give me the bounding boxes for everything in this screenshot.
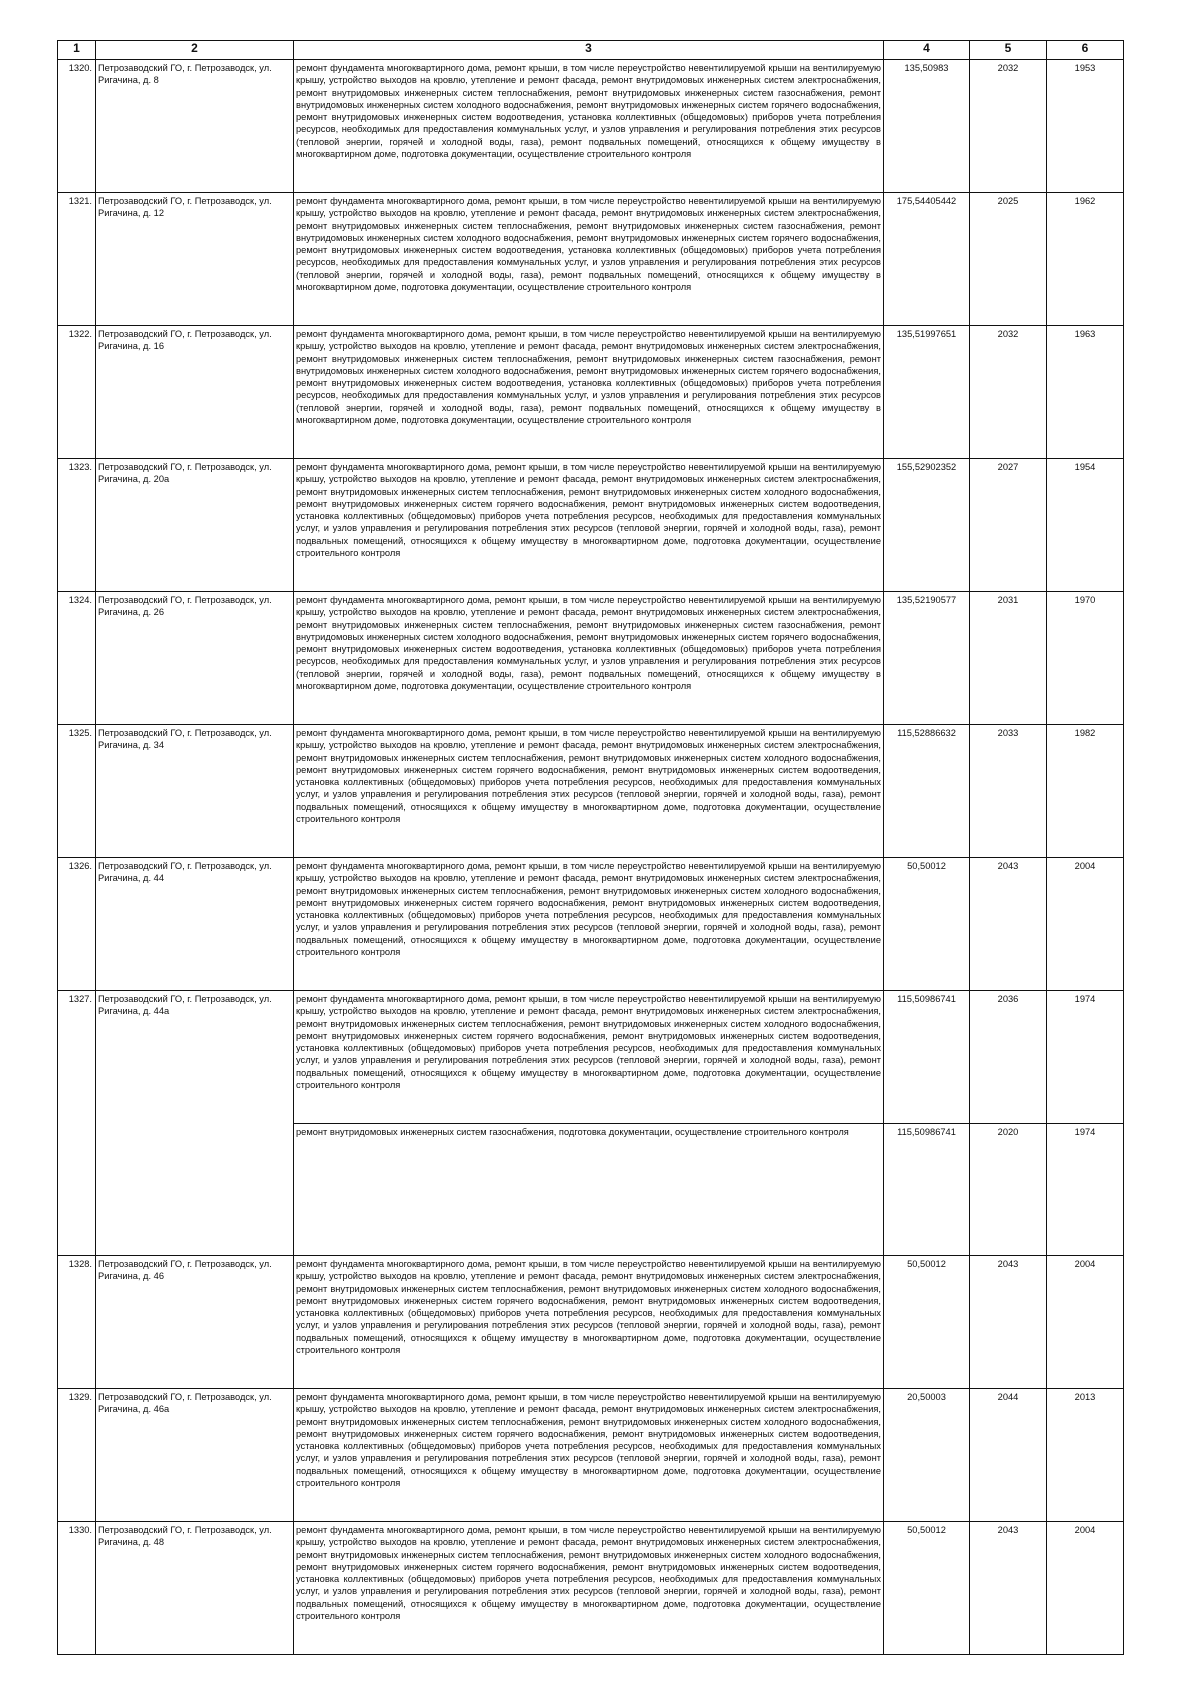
- year-cell: 2027: [970, 459, 1047, 592]
- table-row: [58, 1389, 1124, 1522]
- works-cell: ремонт фундамента многоквартирного дома, ремонт крыши, в том числе переустройство невентилируемой крыши на вентилируемую крышу, устройство выходов на кровлю, утепление и ремонт фасада, ремонт внутридомовых инженерных систем электроснабжения, ремонт внутридомовых инженерных систем теплоснабжения, ремонт внутридомовых инженерных систем газоснабжения, ремонт внутридомовых инженерных систем холодного водоснабжения, ремонт внутридомовых инженерных систем горячего водоснабжения, ремонт внутридомовых инженерных систем водоотведения, установка коллективных (общедомовых) приборов учета потребления ресурсов, необходимых для предоставления коммунальных услуг, и узлов управления и регулирования потребления этих ресурсов (тепловой энергии, горячей и холодной воды, газа), ремонт подвальных помещений, относящихся к общему имуществу в многоквартирном доме, подготовка документации, осуществление строительного контроля: [294, 60, 884, 193]
- built-year-cell: 1953: [1047, 60, 1124, 193]
- row-number: 1324.: [58, 592, 96, 725]
- cost-cell: 175,54405442: [884, 193, 970, 326]
- table-row: [58, 858, 1124, 991]
- built-year-cell: 2004: [1047, 858, 1124, 991]
- year-cell: 2033: [970, 725, 1047, 858]
- row-number: 1320.: [58, 60, 96, 193]
- built-year-cell: 2004: [1047, 1256, 1124, 1389]
- cost-cell: 115,50986741: [884, 1124, 970, 1256]
- year-cell: 2043: [970, 1522, 1047, 1655]
- table-row: [58, 1522, 1124, 1655]
- works-cell: ремонт фундамента многоквартирного дома, ремонт крыши, в том числе переустройство невентилируемой крыши на вентилируемую крышу, устройство выходов на кровлю, утепление и ремонт фасада, ремонт внутридомовых инженерных систем электроснабжения, ремонт внутридомовых инженерных систем теплоснабжения, ремонт внутридомовых инженерных систем холодного водоснабжения, ремонт внутридомовых инженерных систем горячего водоснабжения, ремонт внутридомовых инженерных систем водоотведения, установка коллективных (общедомовых) приборов учета потребления ресурсов, необходимых для предоставления коммунальных услуг, и узлов управления и регулирования потребления этих ресурсов (тепловой энергии, горячей и холодной воды, газа), ремонт подвальных помещений, относящихся к общему имуществу в многоквартирном доме, подготовка документации, осуществление строительного контроля: [294, 1256, 884, 1389]
- address-cell: Петрозаводский ГО, г. Петрозаводск, ул. Ригачина, д. 26: [96, 592, 294, 725]
- cost-cell: 135,52190577: [884, 592, 970, 725]
- table-row: [58, 193, 1124, 326]
- cost-cell: 135,51997651: [884, 326, 970, 459]
- row-number: 1323.: [58, 459, 96, 592]
- year-cell: 2031: [970, 592, 1047, 725]
- works-cell: ремонт фундамента многоквартирного дома, ремонт крыши, в том числе переустройство невентилируемой крыши на вентилируемую крышу, устройство выходов на кровлю, утепление и ремонт фасада, ремонт внутридомовых инженерных систем электроснабжения, ремонт внутридомовых инженерных систем теплоснабжения, ремонт внутридомовых инженерных систем газоснабжения, ремонт внутридомовых инженерных систем холодного водоснабжения, ремонт внутридомовых инженерных систем горячего водоснабжения, ремонт внутридомовых инженерных систем водоотведения, установка коллективных (общедомовых) приборов учета потребления ресурсов, необходимых для предоставления коммунальных услуг, и узлов управления и регулирования потребления этих ресурсов (тепловой энергии, горячей и холодной воды, газа), ремонт подвальных помещений, относящихся к общему имуществу в многоквартирном доме, подготовка документации, осуществление строительного контроля: [294, 193, 884, 326]
- works-cell: ремонт фундамента многоквартирного дома, ремонт крыши, в том числе переустройство невентилируемой крыши на вентилируемую крышу, устройство выходов на кровлю, утепление и ремонт фасада, ремонт внутридомовых инженерных систем электроснабжения, ремонт внутридомовых инженерных систем теплоснабжения, ремонт внутридомовых инженерных систем холодного водоснабжения, ремонт внутридомовых инженерных систем горячего водоснабжения, ремонт внутридомовых инженерных систем водоотведения, установка коллективных (общедомовых) приборов учета потребления ресурсов, необходимых для предоставления коммунальных услуг, и узлов управления и регулирования потребления этих ресурсов (тепловой энергии, горячей и холодной воды, газа), ремонт подвальных помещений, относящихся к общему имуществу в многоквартирном доме, подготовка документации, осуществление строительного контроля: [294, 991, 884, 1124]
- column-header: 6: [1047, 41, 1124, 60]
- built-year-cell: 1962: [1047, 193, 1124, 326]
- address-cell: Петрозаводский ГО, г. Петрозаводск, ул. Ригачина, д. 44а: [96, 991, 294, 1256]
- year-cell: 2032: [970, 326, 1047, 459]
- works-cell: ремонт фундамента многоквартирного дома, ремонт крыши, в том числе переустройство невентилируемой крыши на вентилируемую крышу, устройство выходов на кровлю, утепление и ремонт фасада, ремонт внутридомовых инженерных систем электроснабжения, ремонт внутридомовых инженерных систем теплоснабжения, ремонт внутридомовых инженерных систем холодного водоснабжения, ремонт внутридомовых инженерных систем горячего водоснабжения, ремонт внутридомовых инженерных систем водоотведения, установка коллективных (общедомовых) приборов учета потребления ресурсов, необходимых для предоставления коммунальных услуг, и узлов управления и регулирования потребления этих ресурсов (тепловой энергии, горячей и холодной воды, газа), ремонт подвальных помещений, относящихся к общему имуществу в многоквартирном доме, подготовка документации, осуществление строительного контроля: [294, 1522, 884, 1655]
- row-number: 1321.: [58, 193, 96, 326]
- column-header: 1: [58, 41, 96, 60]
- year-cell: 2044: [970, 1389, 1047, 1522]
- built-year-cell: 1974: [1047, 991, 1124, 1124]
- year-cell: 2032: [970, 60, 1047, 193]
- works-cell: ремонт фундамента многоквартирного дома, ремонт крыши, в том числе переустройство невентилируемой крыши на вентилируемую крышу, устройство выходов на кровлю, утепление и ремонт фасада, ремонт внутридомовых инженерных систем электроснабжения, ремонт внутридомовых инженерных систем теплоснабжения, ремонт внутридомовых инженерных систем холодного водоснабжения, ремонт внутридомовых инженерных систем горячего водоснабжения, ремонт внутридомовых инженерных систем водоотведения, установка коллективных (общедомовых) приборов учета потребления ресурсов, необходимых для предоставления коммунальных услуг, и узлов управления и регулирования потребления этих ресурсов (тепловой энергии, горячей и холодной воды, газа), ремонт подвальных помещений, относящихся к общему имуществу в многоквартирном доме, подготовка документации, осуществление строительного контроля: [294, 1389, 884, 1522]
- cost-cell: 50,50012: [884, 1256, 970, 1389]
- repair-plan-table: [57, 40, 1124, 1655]
- column-header: 2: [96, 41, 294, 60]
- works-cell: ремонт фундамента многоквартирного дома, ремонт крыши, в том числе переустройство невентилируемой крыши на вентилируемую крышу, устройство выходов на кровлю, утепление и ремонт фасада, ремонт внутридомовых инженерных систем электроснабжения, ремонт внутридомовых инженерных систем теплоснабжения, ремонт внутридомовых инженерных систем холодного водоснабжения, ремонт внутридомовых инженерных систем горячего водоснабжения, ремонт внутридомовых инженерных систем водоотведения, установка коллективных (общедомовых) приборов учета потребления ресурсов, необходимых для предоставления коммунальных услуг, и узлов управления и регулирования потребления этих ресурсов (тепловой энергии, горячей и холодной воды, газа), ремонт подвальных помещений, относящихся к общему имуществу в многоквартирном доме, подготовка документации, осуществление строительного контроля: [294, 459, 884, 592]
- cost-cell: 115,52886632: [884, 725, 970, 858]
- row-number: 1325.: [58, 725, 96, 858]
- address-cell: Петрозаводский ГО, г. Петрозаводск, ул. Ригачина, д. 8: [96, 60, 294, 193]
- built-year-cell: 1963: [1047, 326, 1124, 459]
- row-number: 1329.: [58, 1389, 96, 1522]
- built-year-cell: 2013: [1047, 1389, 1124, 1522]
- row-number: 1322.: [58, 326, 96, 459]
- works-cell: ремонт внутридомовых инженерных систем газоснабжения, подготовка документации, осуществление строительного контроля: [294, 1124, 884, 1256]
- built-year-cell: 1974: [1047, 1124, 1124, 1256]
- cost-cell: 115,50986741: [884, 991, 970, 1124]
- year-cell: 2025: [970, 193, 1047, 326]
- works-cell: ремонт фундамента многоквартирного дома, ремонт крыши, в том числе переустройство невентилируемой крыши на вентилируемую крышу, устройство выходов на кровлю, утепление и ремонт фасада, ремонт внутридомовых инженерных систем электроснабжения, ремонт внутридомовых инженерных систем теплоснабжения, ремонт внутридомовых инженерных систем газоснабжения, ремонт внутридомовых инженерных систем холодного водоснабжения, ремонт внутридомовых инженерных систем горячего водоснабжения, ремонт внутридомовых инженерных систем водоотведения, установка коллективных (общедомовых) приборов учета потребления ресурсов, необходимых для предоставления коммунальных услуг, и узлов управления и регулирования потребления этих ресурсов (тепловой энергии, горячей и холодной воды, газа), ремонт подвальных помещений, относящихся к общему имуществу в многоквартирном доме, подготовка документации, осуществление строительного контроля: [294, 592, 884, 725]
- cost-cell: 50,50012: [884, 858, 970, 991]
- column-header: 5: [970, 41, 1047, 60]
- row-number: 1328.: [58, 1256, 96, 1389]
- cost-cell: 50,50012: [884, 1522, 970, 1655]
- row-number: 1330.: [58, 1522, 96, 1655]
- column-header: 4: [884, 41, 970, 60]
- built-year-cell: 2004: [1047, 1522, 1124, 1655]
- row-number: 1326.: [58, 858, 96, 991]
- cost-cell: 135,50983: [884, 60, 970, 193]
- built-year-cell: 1954: [1047, 459, 1124, 592]
- table-row: [58, 326, 1124, 459]
- address-cell: Петрозаводский ГО, г. Петрозаводск, ул. Ригачина, д. 46а: [96, 1389, 294, 1522]
- cost-cell: 20,50003: [884, 1389, 970, 1522]
- address-cell: Петрозаводский ГО, г. Петрозаводск, ул. Ригачина, д. 12: [96, 193, 294, 326]
- address-cell: Петрозаводский ГО, г. Петрозаводск, ул. Ригачина, д. 44: [96, 858, 294, 991]
- built-year-cell: 1982: [1047, 725, 1124, 858]
- works-cell: ремонт фундамента многоквартирного дома, ремонт крыши, в том числе переустройство невентилируемой крыши на вентилируемую крышу, устройство выходов на кровлю, утепление и ремонт фасада, ремонт внутридомовых инженерных систем электроснабжения, ремонт внутридомовых инженерных систем теплоснабжения, ремонт внутридомовых инженерных систем газоснабжения, ремонт внутридомовых инженерных систем холодного водоснабжения, ремонт внутридомовых инженерных систем горячего водоснабжения, ремонт внутридомовых инженерных систем водоотведения, установка коллективных (общедомовых) приборов учета потребления ресурсов, необходимых для предоставления коммунальных услуг, и узлов управления и регулирования потребления этих ресурсов (тепловой энергии, горячей и холодной воды, газа), ремонт подвальных помещений, относящихся к общему имуществу в многоквартирном доме, подготовка документации, осуществление строительного контроля: [294, 326, 884, 459]
- table-row: [58, 60, 1124, 193]
- table-row: [58, 725, 1124, 858]
- address-cell: Петрозаводский ГО, г. Петрозаводск, ул. Ригачина, д. 16: [96, 326, 294, 459]
- address-cell: Петрозаводский ГО, г. Петрозаводск, ул. Ригачина, д. 34: [96, 725, 294, 858]
- cost-cell: 155,52902352: [884, 459, 970, 592]
- table-row: [58, 459, 1124, 592]
- year-cell: 2043: [970, 858, 1047, 991]
- year-cell: 2020: [970, 1124, 1047, 1256]
- works-cell: ремонт фундамента многоквартирного дома, ремонт крыши, в том числе переустройство невентилируемой крыши на вентилируемую крышу, устройство выходов на кровлю, утепление и ремонт фасада, ремонт внутридомовых инженерных систем электроснабжения, ремонт внутридомовых инженерных систем теплоснабжения, ремонт внутридомовых инженерных систем холодного водоснабжения, ремонт внутридомовых инженерных систем горячего водоснабжения, ремонт внутридомовых инженерных систем водоотведения, установка коллективных (общедомовых) приборов учета потребления ресурсов, необходимых для предоставления коммунальных услуг, и узлов управления и регулирования потребления этих ресурсов (тепловой энергии, горячей и холодной воды, газа), ремонт подвальных помещений, относящихся к общему имуществу в многоквартирном доме, подготовка документации, осуществление строительного контроля: [294, 725, 884, 858]
- row-number: 1327.: [58, 991, 96, 1256]
- table-row: [58, 592, 1124, 725]
- year-cell: 2036: [970, 991, 1047, 1124]
- header-row: [58, 41, 1124, 60]
- address-cell: Петрозаводский ГО, г. Петрозаводск, ул. Ригачина, д. 46: [96, 1256, 294, 1389]
- works-cell: ремонт фундамента многоквартирного дома, ремонт крыши, в том числе переустройство невентилируемой крыши на вентилируемую крышу, устройство выходов на кровлю, утепление и ремонт фасада, ремонт внутридомовых инженерных систем электроснабжения, ремонт внутридомовых инженерных систем теплоснабжения, ремонт внутридомовых инженерных систем холодного водоснабжения, ремонт внутридомовых инженерных систем горячего водоснабжения, ремонт внутридомовых инженерных систем водоотведения, установка коллективных (общедомовых) приборов учета потребления ресурсов, необходимых для предоставления коммунальных услуг, и узлов управления и регулирования потребления этих ресурсов (тепловой энергии, горячей и холодной воды, газа), ремонт подвальных помещений, относящихся к общему имуществу в многоквартирном доме, подготовка документации, осуществление строительного контроля: [294, 858, 884, 991]
- address-cell: Петрозаводский ГО, г. Петрозаводск, ул. Ригачина, д. 20а: [96, 459, 294, 592]
- table-row: [58, 991, 1124, 1124]
- year-cell: 2043: [970, 1256, 1047, 1389]
- column-header: 3: [294, 41, 884, 60]
- table-row: [58, 1256, 1124, 1389]
- address-cell: Петрозаводский ГО, г. Петрозаводск, ул. Ригачина, д. 48: [96, 1522, 294, 1655]
- built-year-cell: 1970: [1047, 592, 1124, 725]
